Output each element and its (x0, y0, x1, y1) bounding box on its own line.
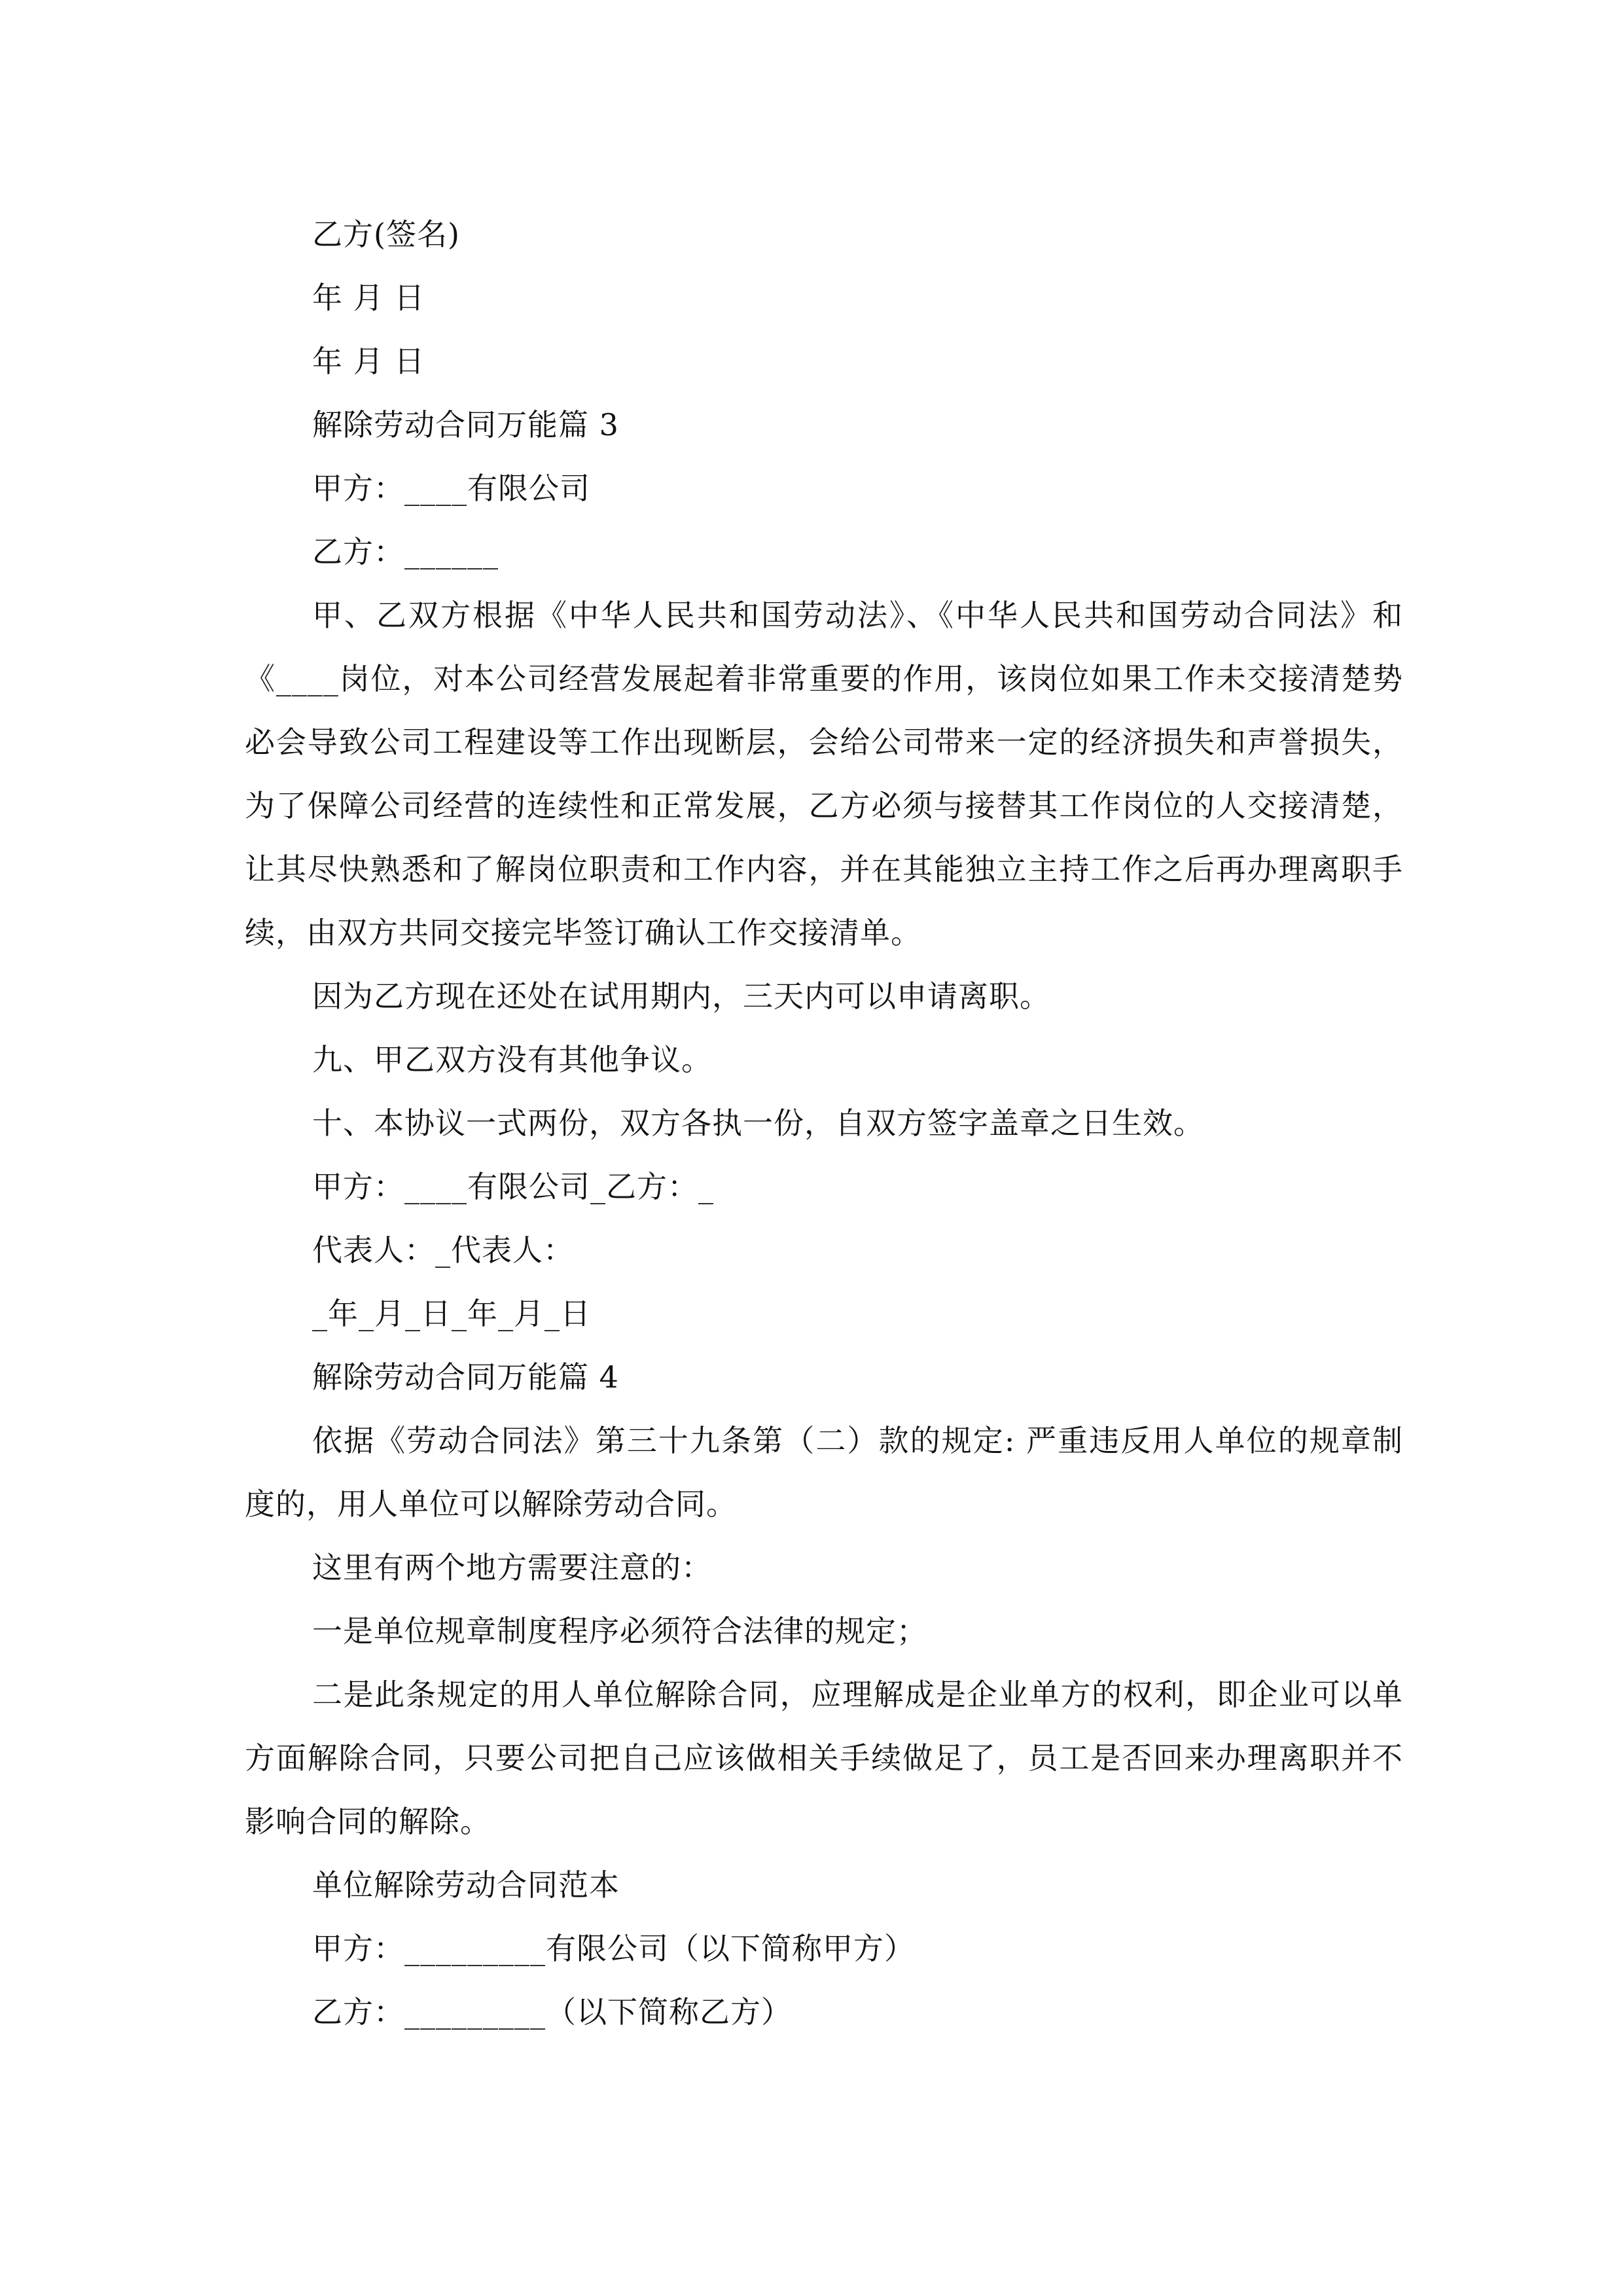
clause-9: 九、甲乙双方没有其他争议。 (312, 1042, 712, 1077)
note-paragraph: 二是此条规定的用人单位解除合同，应理解成是企业单方的权利，即企业可以单方面解除合同，只要公司把自己应该做相关手续做足了，员工是否回来办理离职并不影响合同的解除。 (245, 1677, 1403, 1839)
section-title: 解除劳动合同万能篇 3 (312, 407, 619, 442)
date-line: 年 月 日 (312, 280, 425, 315)
notes-intro: 这里有两个地方需要注意的： (312, 1550, 712, 1585)
date-line: 年 月 日 (312, 344, 425, 379)
signature-representatives: 代表人：_代表人： (312, 1232, 574, 1268)
template-party-a: 甲方：_________有限公司（以下简称甲方） (312, 1931, 915, 1966)
signature-dates: _年_月_日_年_月_日 (312, 1296, 591, 1331)
legal-basis-paragraph: 依据《劳动合同法》第三十九条第（二）款的规定: 严重违反用人单位的规章制度的，用人单位可以解除劳动合同。 (245, 1423, 1403, 1522)
clause-10: 十、本协议一式两份，双方各执一份，自双方签字盖章之日生效。 (312, 1105, 1204, 1141)
template-party-b: 乙方：_________（以下简称乙方） (312, 1994, 792, 2030)
section-title: 解除劳动合同万能篇 4 (312, 1359, 619, 1395)
party-b-signature: 乙方(签名) (312, 217, 460, 252)
note-item: 一是单位规章制度程序必须符合法律的规定； (312, 1613, 927, 1649)
party-b-line: 乙方：______ (312, 534, 499, 569)
document-body (245, 203, 1403, 2044)
party-a-line: 甲方：____有限公司 (312, 471, 590, 506)
probation-line: 因为乙方现在还处在试用期内，三天内可以申请离职。 (312, 978, 1050, 1014)
signature-parties: 甲方：____有限公司_乙方：_ (312, 1169, 714, 1204)
template-title: 单位解除劳动合同范本 (312, 1867, 620, 1903)
agreement-paragraph: 甲、乙双方根据《中华人民共和国劳动法》、《中华人民共和国劳动合同法》和《____岗位，对本公司经营发展起着非常重要的作用，该岗位如果工作未交接清楚势必会导致公司工程建设等工作出现断层，会给公司带来一定的经济损失和声誉损失，为了保障公司经营的连续性和正常发展，乙方必须与接替其工作岗位的人交接清楚，让其尽快熟悉和了解岗位职责和工作内容，并在其能独立主持工作之后再办理离职手续，由双方共同交接完毕签订确认工作交接清单。 (245, 598, 1403, 950)
